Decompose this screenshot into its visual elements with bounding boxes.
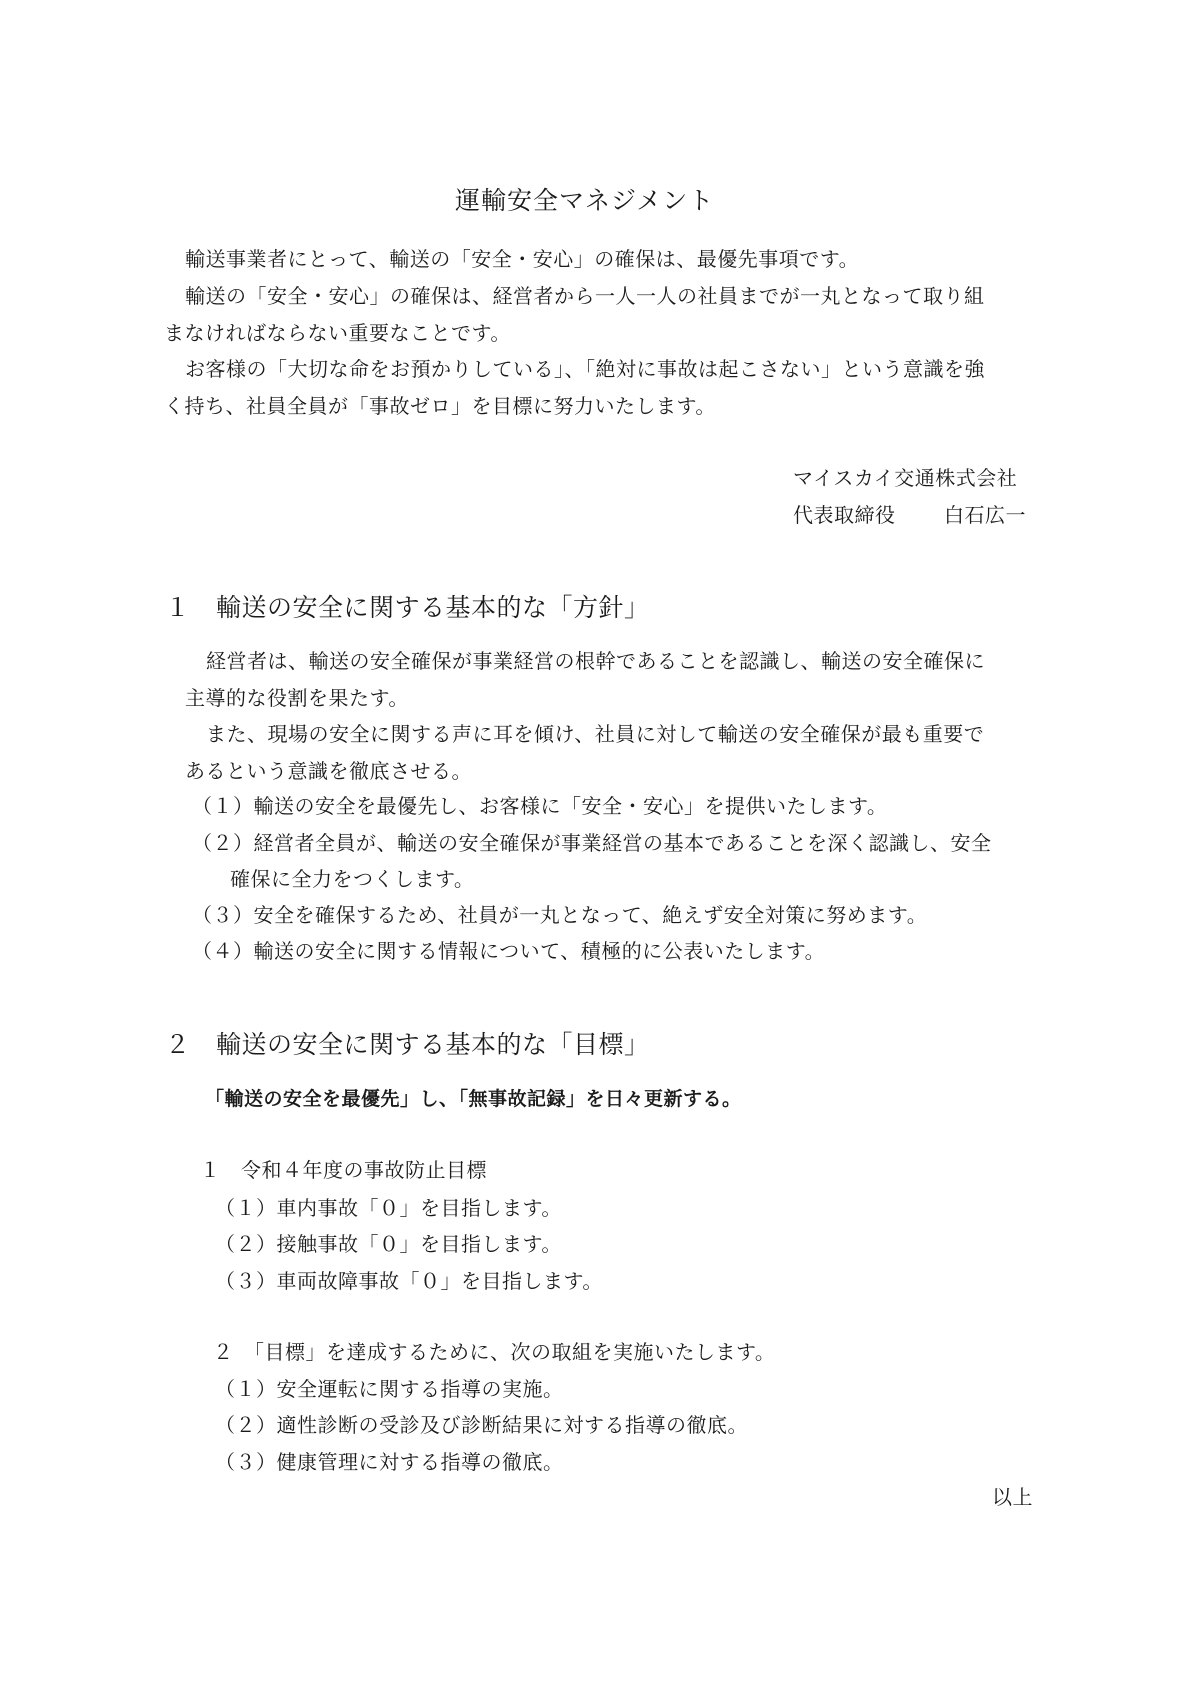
section2-sub1-item-1: （１）車内事故「０」を目指します。 (215, 1196, 562, 1220)
intro-line-2: 輸送の「安全・安心」の確保は、経営者から一人一人の社員までが一丸となって取り組 (185, 284, 985, 308)
section1-para2-line2: あるという意識を徹底させる。 (185, 759, 472, 783)
section2-sub2-title: ２ 「目標」を達成するために、次の取組を実施いたします。 (213, 1340, 776, 1364)
intro-line-5: く持ち、社員全員が「事故ゼロ」を目標に努力いたします。 (164, 394, 716, 418)
intro-line-4: お客様の「大切な命をお預かりしている」、「絶対に事故は起こさない」という意識を強 (185, 357, 985, 381)
section2-sub2-item-2: （２）適性診断の受診及び診断結果に対する指導の徹底。 (215, 1413, 748, 1437)
section1-item-1: （１）輸送の安全を最優先し、お客様に「安全・安心」を提供いたします。 (192, 794, 888, 818)
section2-heading: ２ 輸送の安全に関する基本的な「目標」 (165, 1030, 650, 1059)
intro-line-1: 輸送事業者にとって、輸送の「安全・安心」の確保は、最優先事項です。 (185, 247, 860, 271)
section1-item-3: （３）安全を確保するため、社員が一丸となって、絶えず安全対策に努めます。 (192, 903, 928, 927)
signature-name: 白石広一 (944, 503, 1026, 527)
section1-para2-line1: また、現場の安全に関する声に耳を傾け、社員に対して輸送の安全確保が最も重要で (206, 722, 985, 746)
section1-heading: １ 輸送の安全に関する基本的な「方針」 (165, 593, 650, 622)
section2-sub1-item-2: （２）接触事故「０」を目指します。 (215, 1232, 562, 1256)
section1-para1-line1: 経営者は、輸送の安全確保が事業経営の根幹であることを認識し、輸送の安全確保に (206, 649, 985, 673)
section2-sub1-item-3: （３）車両故障事故「０」を目指します。 (215, 1269, 603, 1293)
section2-sub2-item-1: （１）安全運転に関する指導の実施。 (215, 1377, 564, 1401)
section2-sub1-title: １ 令和４年度の事故防止目標 (200, 1158, 487, 1182)
document-title: 運輸安全マネジメント (455, 186, 715, 215)
section1-item-2-line2: 確保に全力をつくします。 (230, 867, 475, 891)
closing-mark: 以上 (992, 1485, 1033, 1509)
signature-company: マイスカイ交通株式会社 (793, 466, 1018, 490)
section1-item-2-line1: （２）経営者全員が、輸送の安全確保が事業経営の基本であることを深く認識し、安全 (192, 831, 992, 855)
section2-sub2-item-3: （３）健康管理に対する指導の徹底。 (215, 1450, 564, 1474)
section2-tagline: 「輸送の安全を最優先」し、「無事故記録」を日々更新する。 (205, 1088, 742, 1110)
intro-line-3: まなければならない重要なことです。 (164, 321, 511, 345)
section1-para1-line2: 主導的な役割を果たす。 (185, 686, 409, 710)
section1-item-4: （４）輸送の安全に関する情報について、積極的に公表いたします。 (192, 939, 826, 963)
signature-position: 代表取締役 (793, 503, 896, 527)
